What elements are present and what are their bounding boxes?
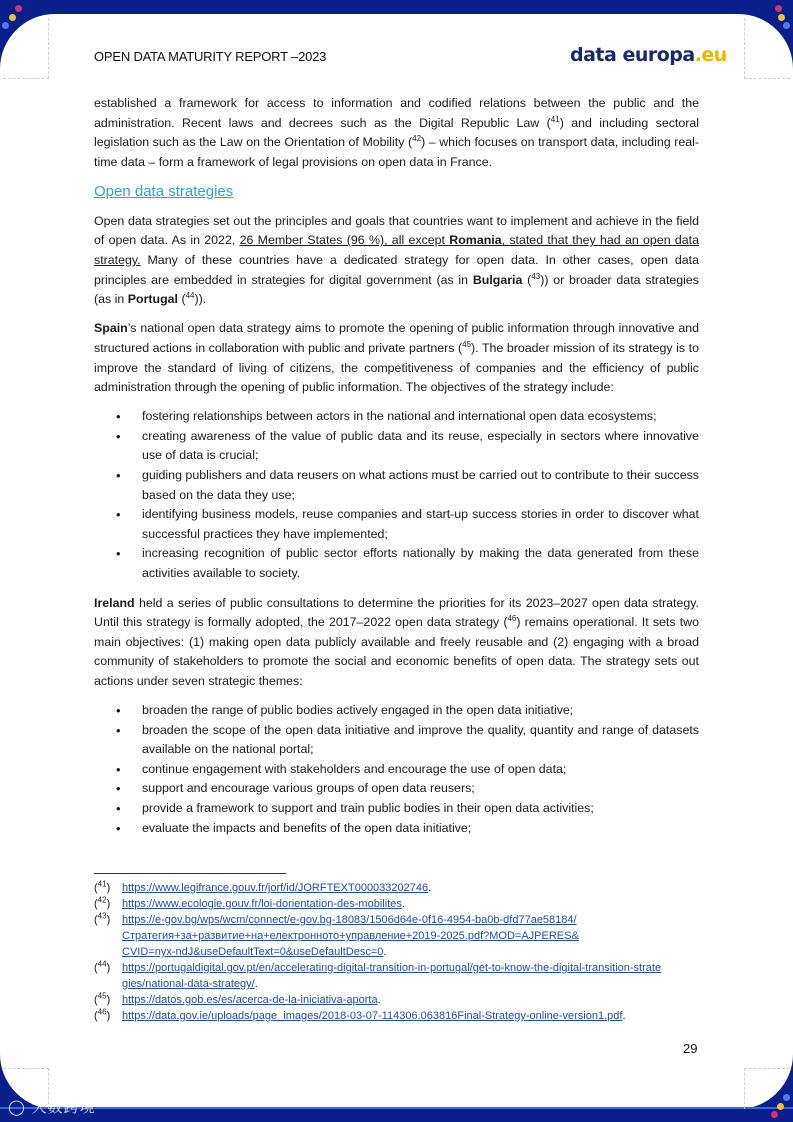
footnote-ref-44[interactable]: 44 bbox=[185, 291, 195, 301]
member-states-highlight: 26 Member States (96 %), all except Romania, stated that they had an open data strategy. bbox=[94, 233, 699, 268]
footnote-45: ($^{45}$) https://datos.gob.es/es/acerca-de-la-iniciativa-aporta. bbox=[94, 991, 381, 1006]
crop-mark-top-left bbox=[3, 18, 49, 79]
list-item: • continue engagement with stakeholders and encourage the use of open data; bbox=[94, 760, 699, 780]
footnote-link[interactable]: https://datos.gob.es/es/acerca-de-la-iniciativa-aporta bbox=[122, 994, 378, 1006]
footnote-46: ($^{46}$) https://data.gov.ie/uploads/page_images/2018-03-07-114306.063816Final-Strategy-online-version1.pdf. bbox=[94, 1007, 626, 1022]
footnote-ref-46[interactable]: 46 bbox=[507, 614, 517, 624]
list-item: • creating awareness of the value of public data and its reuse, especially in sectors where innovative use of data is crucial; bbox=[94, 427, 699, 466]
section-heading-open-data-strategies[interactable]: Open data strategies bbox=[94, 182, 234, 200]
footnote-ref-41[interactable]: 41 bbox=[550, 114, 560, 124]
spain-paragraph: Spain’s national open data strategy aims to promote the opening of public information through innovative and structured actions in collaboration with public and private partners ($^{45}$). The broader mission of its strategy is to improve the standard of living of citizens, the competitiveness of companies and the efficiency of public administration through the opening of public information. The objectives of the strategy include: bbox=[94, 321, 699, 395]
report-title: OPEN DATA MATURITY REPORT –2023 bbox=[94, 49, 327, 64]
footnote-ref-43[interactable]: 43 bbox=[531, 271, 541, 281]
logo-text: data europa bbox=[570, 44, 695, 66]
list-item: • provide a framework to support and train public bodies in their open data activities; bbox=[94, 799, 699, 819]
list-item: • fostering relationships between actors in the national and international open data ecosystems; bbox=[94, 407, 699, 427]
footnote-44: ($^{44}$) https://portugaldigital.gov.pt/en/accelerating-digital-transition-in-portugal/get-to-know-the-digital-transition-strategies/national-data-strategy/. bbox=[94, 959, 662, 990]
footnote-ref-42[interactable]: 42 bbox=[412, 134, 422, 144]
strategies-paragraph: Open data strategies set out the principles and goals that countries want to implement and achieve in the field of open data. As in 2022, 26 Member States (96 %), all except Romania, stated that they had an open data strategy. Many of these countries have a dedicated strategy for open data. In other cases, open data principles are embedded in strategies for digital government (as in Bulgaria ($^{43}$)) or broader data strategies (as in Portugal ($^{44}$)). bbox=[94, 213, 700, 307]
list-item: • support and encourage various groups of open data reusers; bbox=[94, 779, 699, 799]
intro-paragraph: established a framework for access to information and codified relations between the public and the administration. Recent laws and decrees such as the Digital Republic Law ($^{41}$) and including sectoral legislation such as the Law on the Orientation of Mobility ($^{42}$) – which focuses on transport data, including real-time data – form a framework of legal provisions on open data in France. bbox=[94, 96, 700, 169]
main-content bbox=[94, 94, 699, 848]
footnote-43: ($^{43}$) https://e-gov.bg/wps/wcm/connect/e-gov.bg-18083/1506d64e-0f16-4954-ba0b-dfd77ae58184/Стратегия+за+развитие+на+електронното+управление+2019-2025.pdf?MOD=AJPERES&CVID=nyx-ndJ&useDefaultText=0&useDefaultDesc=0. bbox=[94, 911, 579, 958]
footnote-link[interactable]: https://e-gov.bg/wps/wcm/connect/e-gov.bg-18083/1506d64e-0f16-4954-ba0b-dfd77ae58184/Стратегия+за+развитие+на+електронното+управление+2019-2025.pdf?MOD=AJPERES&CVID=nyx-ndJ&useDefaultText=0&useDefaultDesc=0 bbox=[122, 914, 579, 958]
footnotes bbox=[94, 880, 704, 1024]
page-number: 29 bbox=[683, 1041, 698, 1056]
page-frame-top bbox=[0, 0, 793, 14]
list-item: • evaluate the impacts and benefits of the open data initiative; bbox=[94, 819, 699, 839]
crop-mark-bottom-right bbox=[744, 1068, 790, 1109]
spain-objectives-list bbox=[94, 407, 699, 583]
list-item: • broaden the range of public bodies actively engaged in the open data initiative; bbox=[94, 701, 699, 721]
list-item: • increasing recognition of public sector efforts nationally by making the data generated from these activities available to society. bbox=[94, 544, 699, 583]
footnote-separator bbox=[94, 873, 286, 874]
ireland-themes-list bbox=[94, 701, 699, 838]
list-item: • guiding publishers and data reusers on what actions must be carried out to contribute to their success based on the data they use; bbox=[94, 466, 699, 505]
footnote-ref-45[interactable]: 45 bbox=[462, 339, 472, 349]
watermark: ◯ 大数跨境 bbox=[8, 1098, 96, 1116]
footnote-link[interactable]: https://www.ecologie.gouv.fr/loi-dorientation-des-mobilites bbox=[122, 898, 402, 910]
footnote-link[interactable]: https://data.gov.ie/uploads/page_images/2018-03-07-114306.063816Final-Strategy-online-version1.pdf bbox=[122, 1010, 623, 1022]
footnote-link[interactable]: https://portugaldigital.gov.pt/en/accelerating-digital-transition-in-portugal/get-to-know-the-digital-transition-strategies/national-data-strategy/ bbox=[122, 962, 662, 990]
footnote-link[interactable]: https://www.legifrance.gouv.fr/jorf/id/JORFTEXT000033202746 bbox=[122, 882, 429, 894]
logo-tld: .eu bbox=[694, 44, 727, 66]
footnote-41: ($^{41}$) https://www.legifrance.gouv.fr/jorf/id/JORFTEXT000033202746. bbox=[94, 879, 432, 894]
crop-mark-top-right bbox=[744, 18, 790, 79]
watermark-logo-icon: ◯ bbox=[8, 1098, 26, 1116]
list-item: • broaden the scope of the open data initiative and improve the quality, quantity and range of datasets available on the national portal; bbox=[94, 721, 699, 760]
data-europa-logo bbox=[570, 44, 727, 66]
ireland-paragraph: Ireland held a series of public consultations to determine the priorities for its 2023–2027 open data strategy. Until this strategy is formally adopted, the 2017–2022 open data strategy ($^{46}$) remains operational. It sets two main objectives: (1) making open data publicly available and freely reusable and (2) engaging with a broad community of stakeholders to promote the social and economic benefits of open data. The strategy sets out actions under seven strategic themes: bbox=[94, 595, 699, 688]
footnote-42: ($^{42}$) https://www.ecologie.gouv.fr/loi-dorientation-des-mobilites. bbox=[94, 895, 405, 910]
list-item: • identifying business models, reuse companies and start-up success stories in order to discover what successful practices they have implemented; bbox=[94, 505, 699, 544]
page-frame-bottom bbox=[0, 1107, 793, 1122]
